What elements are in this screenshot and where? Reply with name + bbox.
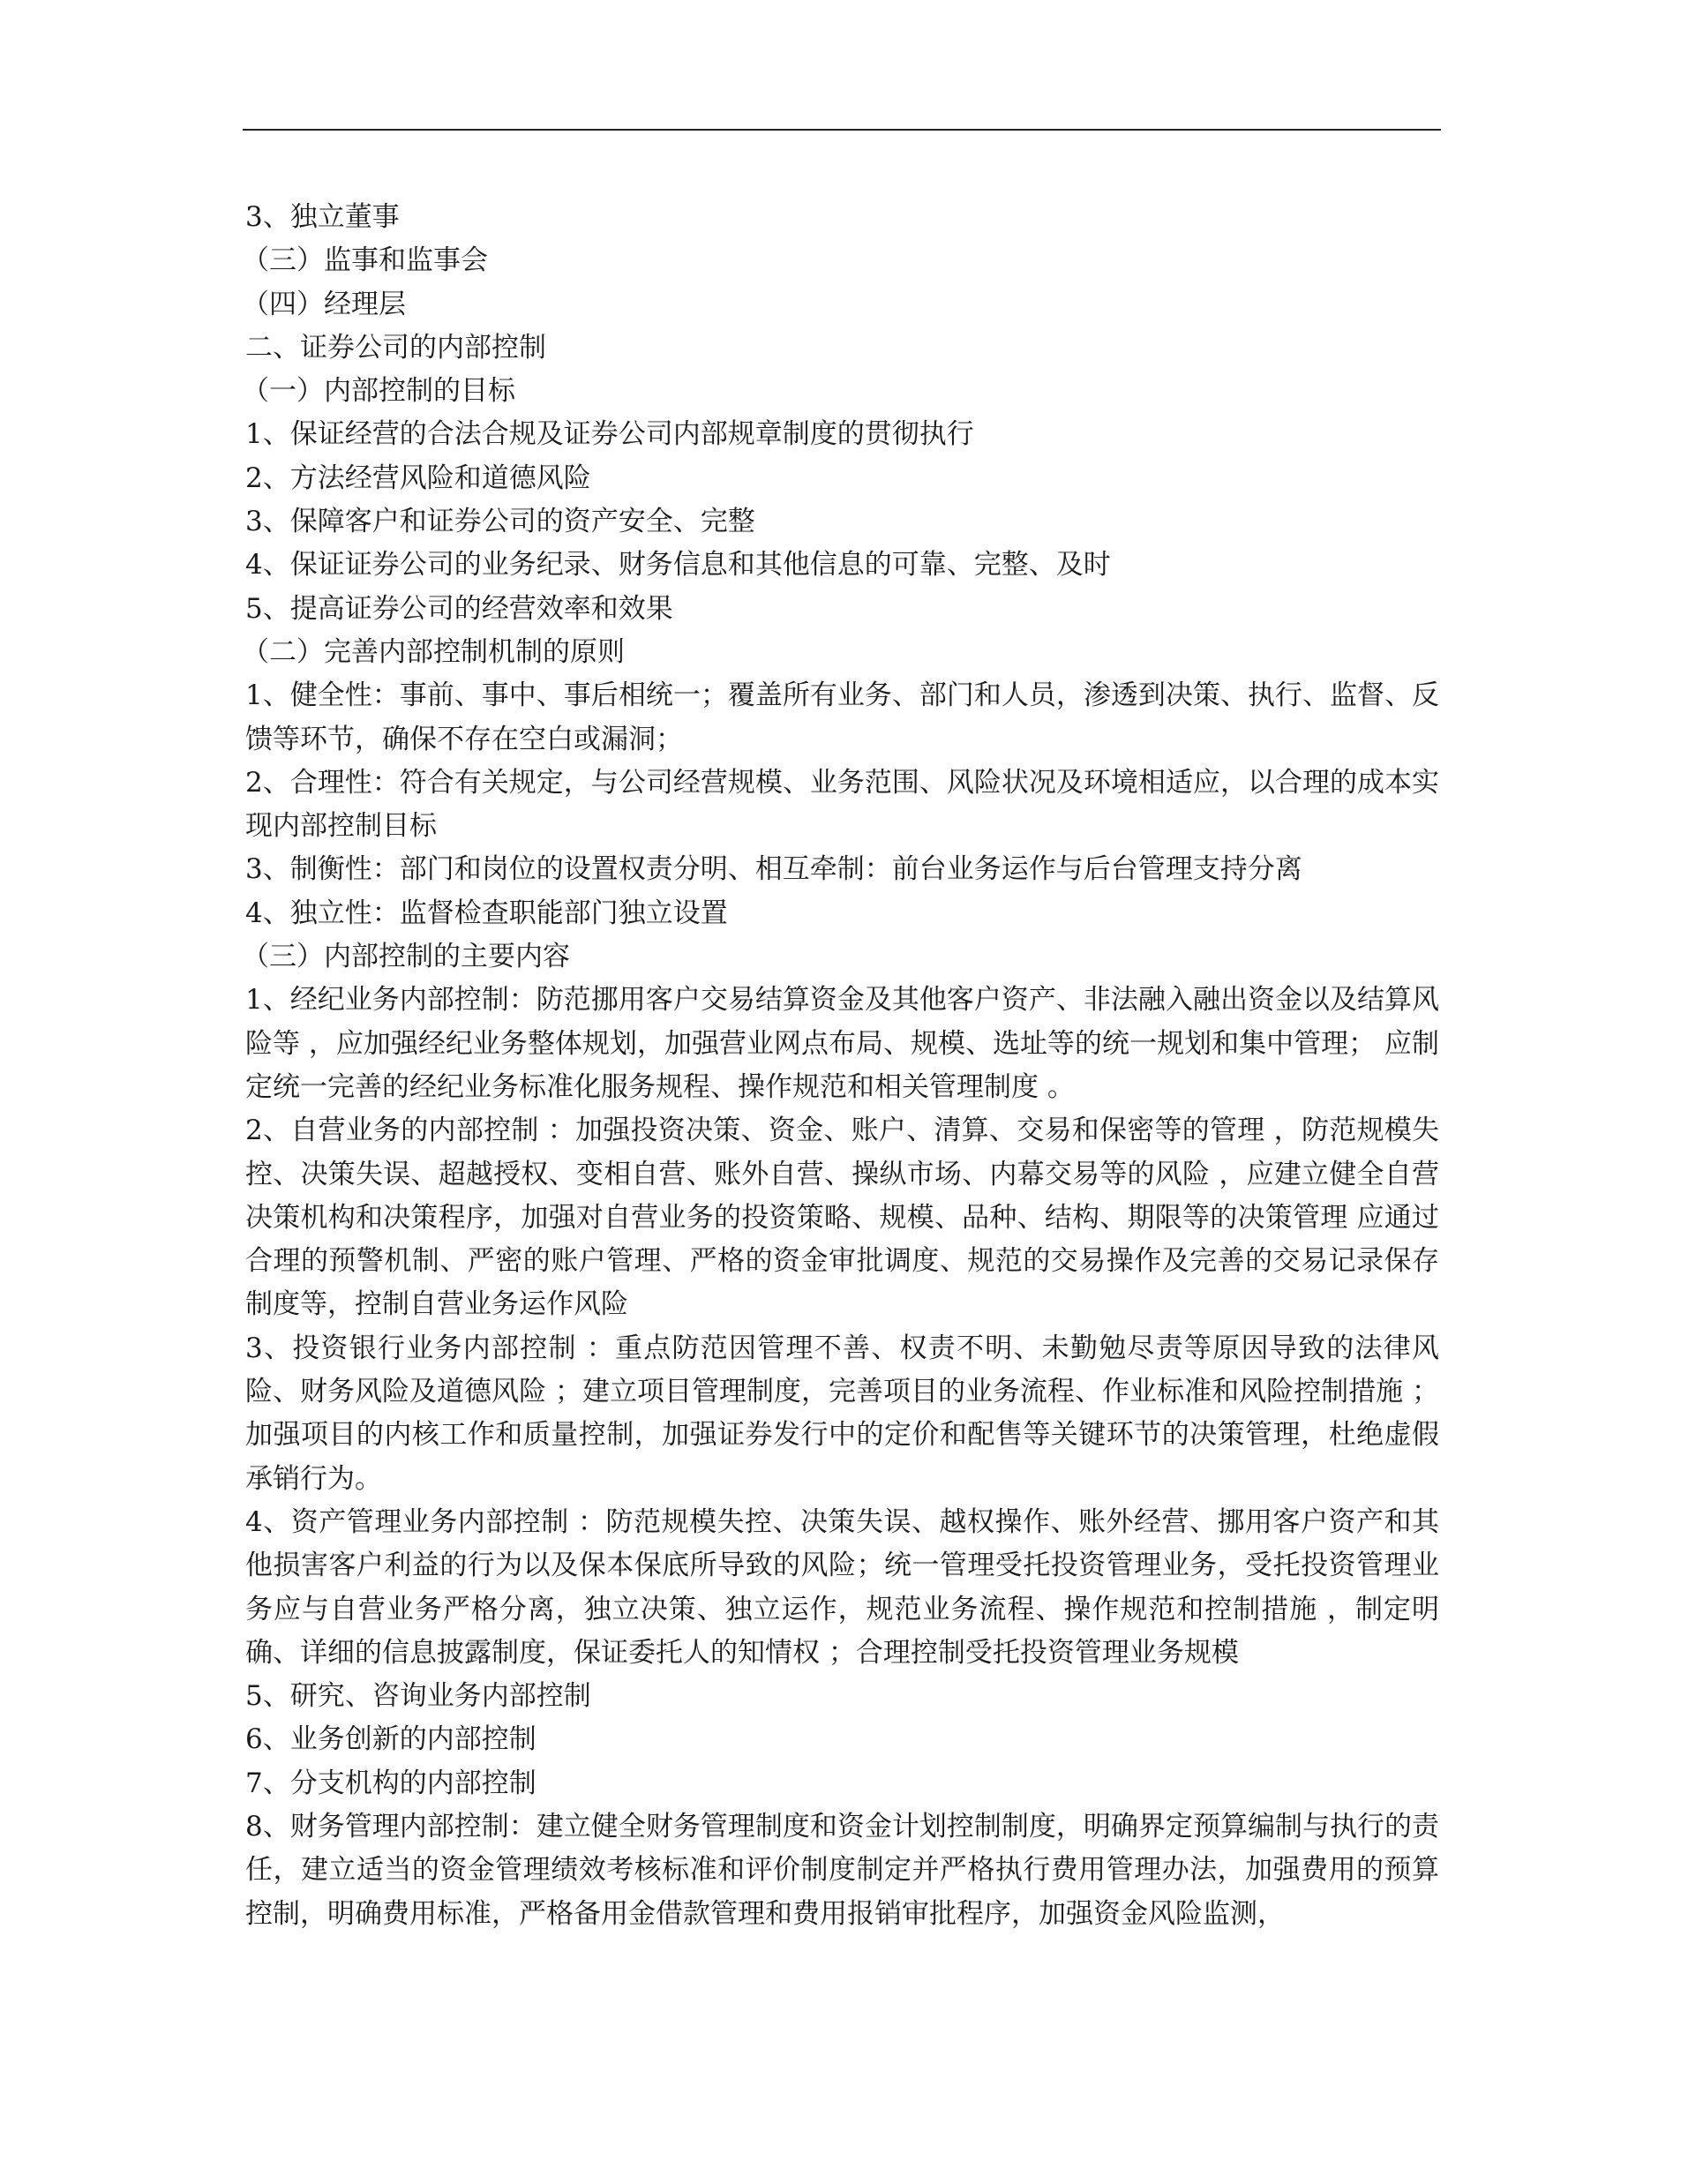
heading-control-content: （三）内部控制的主要内容 (242, 941, 570, 973)
content-item-8: 8、财务管理内部控制：建立健全财务管理制度和资金计划控制制度，明确界定预算编制与执行的责任，建立适当的资金管理绩效考核标准和评价制度制定并严格执行费用管理办法，加强费用的预算控制，明确费用标准，严格备用金借款管理和费用报销审批程序，加强资金风险监测， (245, 1810, 1439, 1930)
content-item-5: 5、研究、咨询业务内部控制 (245, 1680, 591, 1713)
principle-item-3: 3、制衡性：部门和岗位的设置权责分明、相互牵制：前台业务运作与后台管理支持分离 (245, 853, 1302, 886)
content-item-4: 4、资产管理业务内部控制 ：防范规模失控、决策失误、越权操作、账外经营、挪用客户资产和其他损害客户利益的行为以及保本保底所导致的风险；统一管理受托投资管理业务，受托投资管理业务应与自营业务严格分离，独立决策、独立运作，规范业务流程、操作规范和控制措施 ，制定明确、详细的信息披露制度，保证委托人的知情权 ；合理控制受托投资管理业务规模 (245, 1505, 1439, 1669)
principle-item-1: 1、健全性：事前、事中、事后相统一；覆盖所有业务、部门和人员，渗透到决策、执行、监督、反馈等环节，确保不存在空白或漏洞； (245, 679, 1439, 755)
objective-item-3: 3、保障客户和证券公司的资产安全、完整 (245, 506, 755, 538)
heading-control-objectives: （一）内部控制的目标 (242, 375, 515, 408)
principle-item-2: 2、合理性：符合有关规定，与公司经营规模、业务范围、风险状况及环境相适应，以合理的成本实现内部控制目标 (245, 766, 1439, 843)
principle-item-4: 4、独立性：监督检查职能部门独立设置 (245, 897, 728, 929)
heading-supervisors: （三）监事和监事会 (242, 244, 488, 277)
objective-item-5: 5、提高证券公司的经营效率和效果 (245, 592, 673, 625)
objective-item-2: 2、方法经营风险和道德风险 (245, 462, 591, 494)
heading-management: （四）经理层 (242, 288, 406, 320)
content-item-2: 2、自营业务的内部控制 ：加强投资决策、资金、账户、清算、交易和保密等的管理 ，防范规模失控、决策失误、超越授权、变相自营、账外自营、操纵市场、内幕交易等的风险 ，应建立健全自营决策机构和决策程序，加强对自营业务的投资策略、规模、品种、结构、期限等的决策管理 应通过合理的预警机制、严密的账户管理、严格的资金审批调度、规范的交易操作及完善的交易记录保存制度等，控制自营业务运作风险 (245, 1115, 1439, 1321)
content-item-3: 3、投资银行业务内部控制 ：重点防范因管理不善、权责不明、未勤勉尽责等原因导致的法律风险、财务风险及道德风险 ；建立项目管理制度，完善项目的业务流程、作业标准和风险控制措施 ；加强项目的内核工作和质量控制，加强证券发行中的定价和配售等关键环节的决策管理，杜绝虚假承销行为。 (245, 1332, 1439, 1495)
section-internal-control: 二、证券公司的内部控制 (245, 331, 546, 364)
content-item-1: 1、经纪业务内部控制：防范挪用客户交易结算资金及其他客户资产、非法融入融出资金以及结算风险等 ，应加强经纪业务整体规划，加强营业网点布局、规模、选址等的统一规划和集中管理； 应制定统一完善的经纪业务标准化服务规程、操作规范和相关管理制度 。 (245, 984, 1439, 1103)
document-body (242, 196, 1439, 1936)
item-independent-director: 3、独立董事 (245, 201, 400, 233)
content-item-6: 6、业务创新的内部控制 (245, 1723, 536, 1756)
header-rule (243, 129, 1441, 131)
heading-control-principles: （二）完善内部控制机制的原则 (242, 635, 625, 668)
objective-item-1: 1、保证经营的合法合规及证券公司内部规章制度的贯彻执行 (245, 418, 974, 451)
objective-item-4: 4、保证证券公司的业务纪录、财务信息和其他信息的可靠、完整、及时 (245, 549, 1111, 582)
content-item-7: 7、分支机构的内部控制 (245, 1767, 536, 1799)
